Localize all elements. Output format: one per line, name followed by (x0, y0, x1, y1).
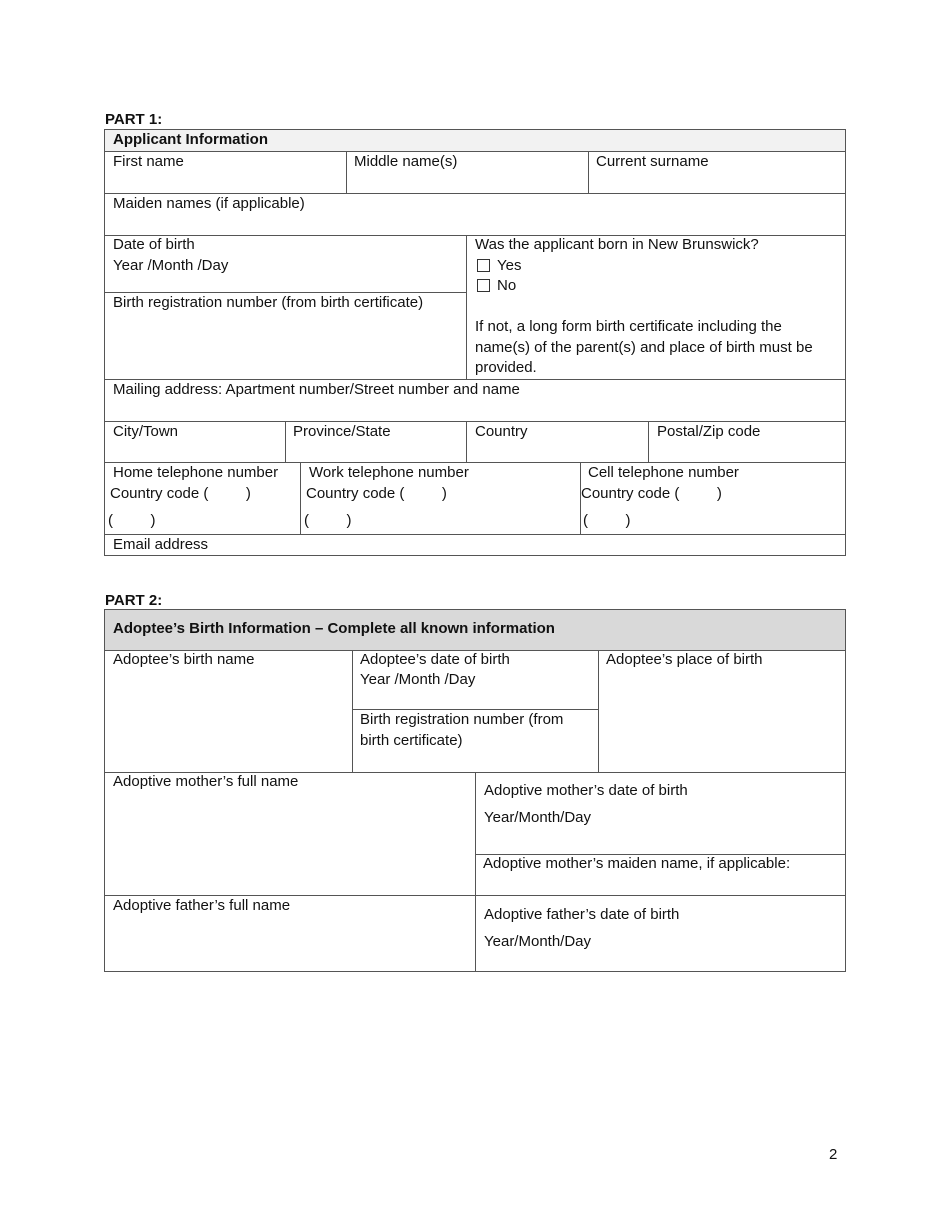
current-surname-label: Current surname (596, 153, 709, 170)
born-nb-question: Was the applicant born in New Brunswick? (475, 236, 759, 253)
date-of-birth-label: Date of birth (113, 236, 195, 253)
page-number: 2 (829, 1146, 838, 1163)
cell-phone-label: Cell telephone number (588, 464, 739, 481)
first-name-label: First name (113, 153, 184, 170)
home-phone-label: Home telephone number (113, 464, 279, 481)
adoptive-mother-dob-format: Year/Month/Day (484, 809, 592, 826)
email-label: Email address (113, 536, 209, 553)
part1-header: Applicant Information (113, 131, 268, 148)
work-country-code: Country code ( ) (306, 485, 447, 502)
dob-format-label: Year /Month /Day (113, 257, 229, 274)
province-label: Province/State (293, 423, 391, 440)
adoptive-mother-maiden-label: Adoptive mother’s maiden name, if applicable: (483, 855, 791, 872)
adoptive-mother-dob-label: Adoptive mother’s date of birth (484, 782, 688, 799)
adoptive-mother-name-label: Adoptive mother’s full name (113, 773, 299, 790)
adoptee-dob-format: Year /Month /Day (360, 671, 476, 688)
no-checkbox[interactable] (477, 279, 490, 292)
yes-label: Yes (497, 257, 522, 274)
part2-header: Adoptee’s Birth Information – Complete all known information (113, 620, 555, 637)
work-phone-label: Work telephone number (309, 464, 469, 481)
part2-label: PART 2: (105, 592, 163, 609)
part1-label: PART 1: (105, 111, 163, 128)
country-label: Country (475, 423, 528, 440)
adoptee-place-of-birth-label: Adoptee’s place of birth (606, 651, 763, 668)
mailing-address-label: Mailing address: Apartment number/Street number and name (113, 381, 520, 398)
long-form-note: If not, a long form birth certificate including the name(s) of the parent(s) and place of birth must be provided. (475, 318, 813, 376)
adoptive-father-dob-format: Year/Month/Day (484, 933, 592, 950)
maiden-names-label: Maiden names (if applicable) (113, 195, 305, 212)
city-label: City/Town (113, 423, 179, 440)
no-label: No (497, 277, 517, 294)
cell-area-code: ( ) (583, 512, 631, 529)
yes-checkbox[interactable] (477, 259, 490, 272)
adoptee-birth-registration-label: Birth registration number (from birth certificate) (360, 711, 564, 749)
adoptee-birth-name-label: Adoptee’s birth name (113, 651, 255, 668)
middle-names-label: Middle name(s) (354, 153, 458, 170)
adoptive-father-name-label: Adoptive father’s full name (113, 897, 291, 914)
work-area-code: ( ) (304, 512, 352, 529)
adoptee-dob-label: Adoptee’s date of birth (360, 651, 510, 668)
adoptive-father-dob-label: Adoptive father’s date of birth (484, 906, 680, 923)
home-country-code: Country code ( ) (110, 485, 251, 502)
cell-country-code: Country code ( ) (581, 485, 722, 502)
home-area-code: ( ) (108, 512, 156, 529)
postal-code-label: Postal/Zip code (657, 423, 761, 440)
birth-registration-label: Birth registration number (from birth certificate) (113, 294, 424, 311)
